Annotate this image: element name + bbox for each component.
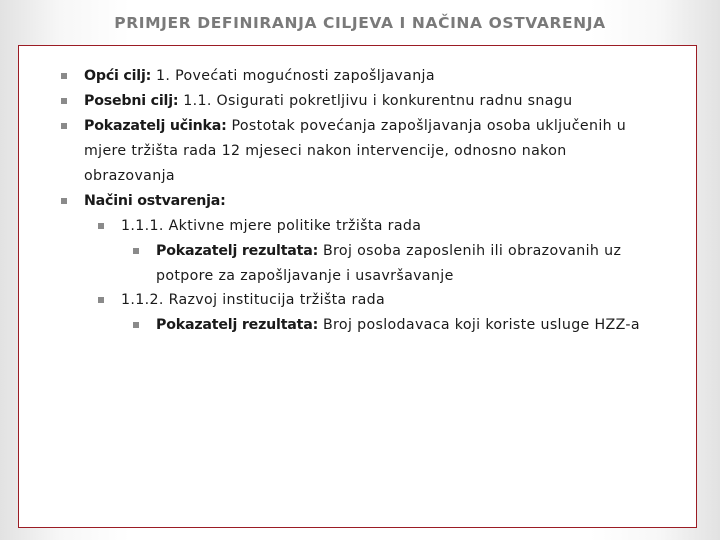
item-sub2: 1.1.2. Razvoj institucija tržišta rada <box>121 292 386 308</box>
bullet-sub1 <box>98 223 104 229</box>
pokazatelj-ucinka-line2: mjere tržišta rada 12 mjeseci nakon intervencije, odnosno nakon <box>84 143 567 159</box>
bullet-posebni-cilj <box>61 98 67 104</box>
bullet-nacini-ostvarenja <box>61 198 67 204</box>
bullet-sub2 <box>98 297 104 303</box>
sub1-rezultat-line2: potpore za zapošljavanje i usavršavanje <box>156 268 454 284</box>
item-pokazatelj-ucinka <box>84 114 626 139</box>
pokazatelj-ucinka-label: Pokazatelj učinka: <box>84 118 227 134</box>
bullet-opci-cilj <box>61 73 67 79</box>
item-posebni-cilj <box>84 89 572 114</box>
item-sub2-rezultat <box>156 313 640 338</box>
slide-title: PRIMJER DEFINIRANJA CILJEVA I NAČINA OSTVARENJA <box>114 14 606 32</box>
pokazatelj-ucinka-line3: obrazovanja <box>84 168 175 184</box>
item-opci-cilj <box>84 64 435 89</box>
bullet-sub2-rezultat <box>133 322 139 328</box>
nacini-ostvarenja-label: Načini ostvarenja: <box>84 193 226 209</box>
posebni-cilj-label: Posebni cilj: <box>84 93 179 109</box>
item-nacini-ostvarenja <box>84 189 226 214</box>
pokazatelj-ucinka-line1: Postotak povećanja zapošljavanja osoba uključenih u <box>226 118 627 134</box>
sub1-rezultat-line1: Broj osoba zaposlenih ili obrazovanih uz <box>318 243 622 259</box>
sub2-rezultat-text: Broj poslodavaca koji koriste usluge HZZ-a <box>318 317 640 333</box>
sub2-rezultat-label: Pokazatelj rezultata: <box>156 317 319 333</box>
sub1-rezultat-label: Pokazatelj rezultata: <box>156 243 319 259</box>
opci-cilj-label: Opći cilj: <box>84 68 152 84</box>
bullet-sub1-rezultat <box>133 248 139 254</box>
posebni-cilj-text: 1.1. Osigurati pokretljivu i konkurentnu radnu snagu <box>178 93 573 109</box>
opci-cilj-text: 1. Povećati mogućnosti zapošljavanja <box>151 68 435 84</box>
item-sub1-rezultat <box>156 239 621 264</box>
bullet-pokazatelj-ucinka <box>61 123 67 129</box>
item-sub1: 1.1.1. Aktivne mjere politike tržišta rada <box>121 218 422 234</box>
